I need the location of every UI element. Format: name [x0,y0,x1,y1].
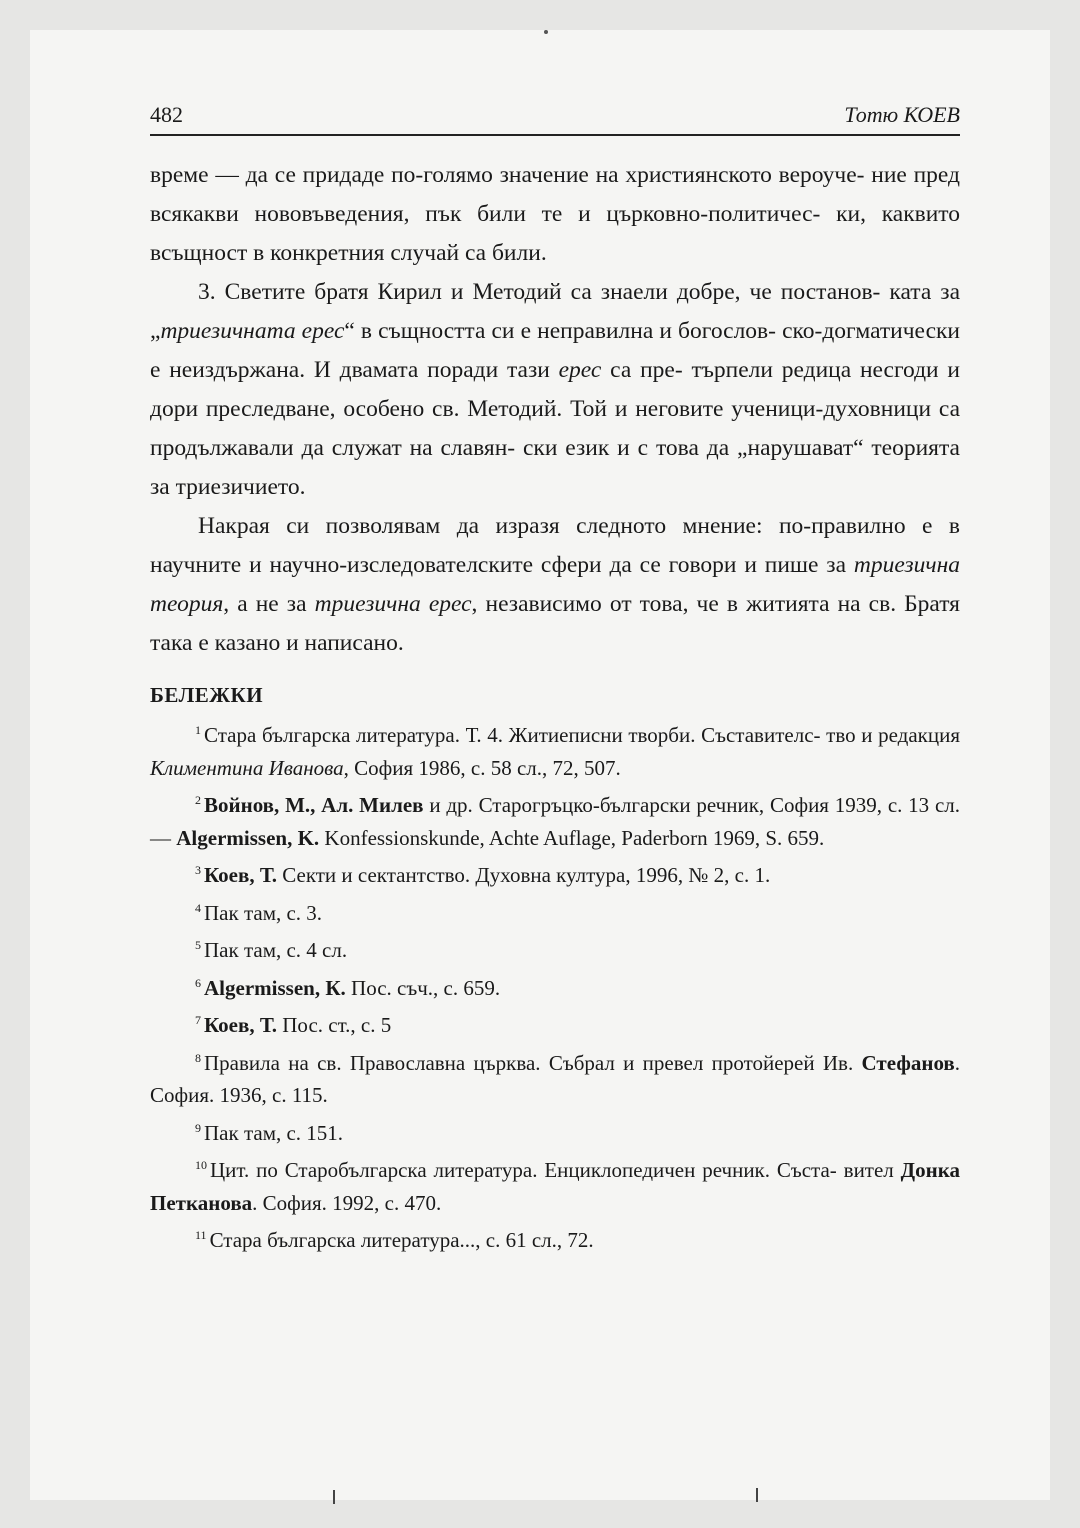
note-6: $^6$ Algermissen, К. Пос. съч., с. 659. [195,975,501,1000]
page-content [150,156,960,1257]
notes-heading: БЕЛЕЖКИ [150,683,264,707]
paragraph-3: Накрая си позволявам да изразя следното мнение: по-правилно е в научните и научно-изследователските сфери да се говори и пише за триезична теория, а не за триезична ерес, независимо от това, че в житията на св. Братя така е казано и написано. [150,513,961,656]
note-9: $^9$ Пак там, с. 151. [195,1120,344,1145]
note-3: $^3$ Коев, Т. Секти и сектантство. Духовна култура, 1996, № 2, с. 1. [195,863,771,887]
paragraph-1: време — да се придаде по-голямо значение на християнското вероуче- ние пред всякакви нововъведения, пък били те и църковно-политичес- ки, каквито всъщност в конкретния случай са били. [150,162,961,266]
note-8: $^8$ Правила на св. Православна църква. Събрал и превел протойерей Ив. Стефанов. София. 1936, с. 115. [150,1050,961,1107]
binding-mark [333,1490,335,1504]
note-10: $^{10}$ Цит. по Старобългарска литература. Енциклопедичен речник. Съста- вител Донка Петканова. София. 1992, с. 470. [150,1158,960,1215]
binding-mark [756,1488,758,1502]
body-text [150,156,960,663]
note-1: $^1$ Стара българска литература. Т. 4. Житиеписни творби. Съставителс- тво и редакция Климентина Иванова, София 1986, с. 58 сл., 72, 507. [150,723,961,780]
page-number: 482 [150,102,183,127]
printing-speck [544,30,548,34]
paragraph-2: 3. Светите братя Кирил и Методий са знаели добре, че постанов- ката за „триезичната ерес“ в същността си е неправилна и богослов- ско-догматически е неиздържана. И двамата поради тази ерес са пре- търпели редица несгоди и дори преследване, особено св. Методий. Той и неговите ученици-духовници са продължавали да служат на славян- ски език и с това да „нарушават“ теорията за триезичието. [150,279,961,500]
notes-list [150,714,960,1257]
note-4: $^4$ Пак там, с. 3. [195,900,323,925]
note-5: $^5$ Пак там, с. 4 сл. [195,938,348,962]
running-head: Тотю КОЕВ [844,102,960,127]
note-2: $^2$ Войнов, М., Ал. Милев и др. Старогръцко-български речник, София 1939, с. 13 сл. — Algermissen, K. Konfessionskunde, Achte Auflage, Paderborn 1969, S. 659. [150,793,961,850]
note-7: $^7$ Коев, Т. Пос. ст., с. 5 [195,1013,392,1037]
page-header [150,94,960,136]
note-11: $^{11}$ Стара българска литература..., с. 61 сл., 72. [195,1228,594,1252]
